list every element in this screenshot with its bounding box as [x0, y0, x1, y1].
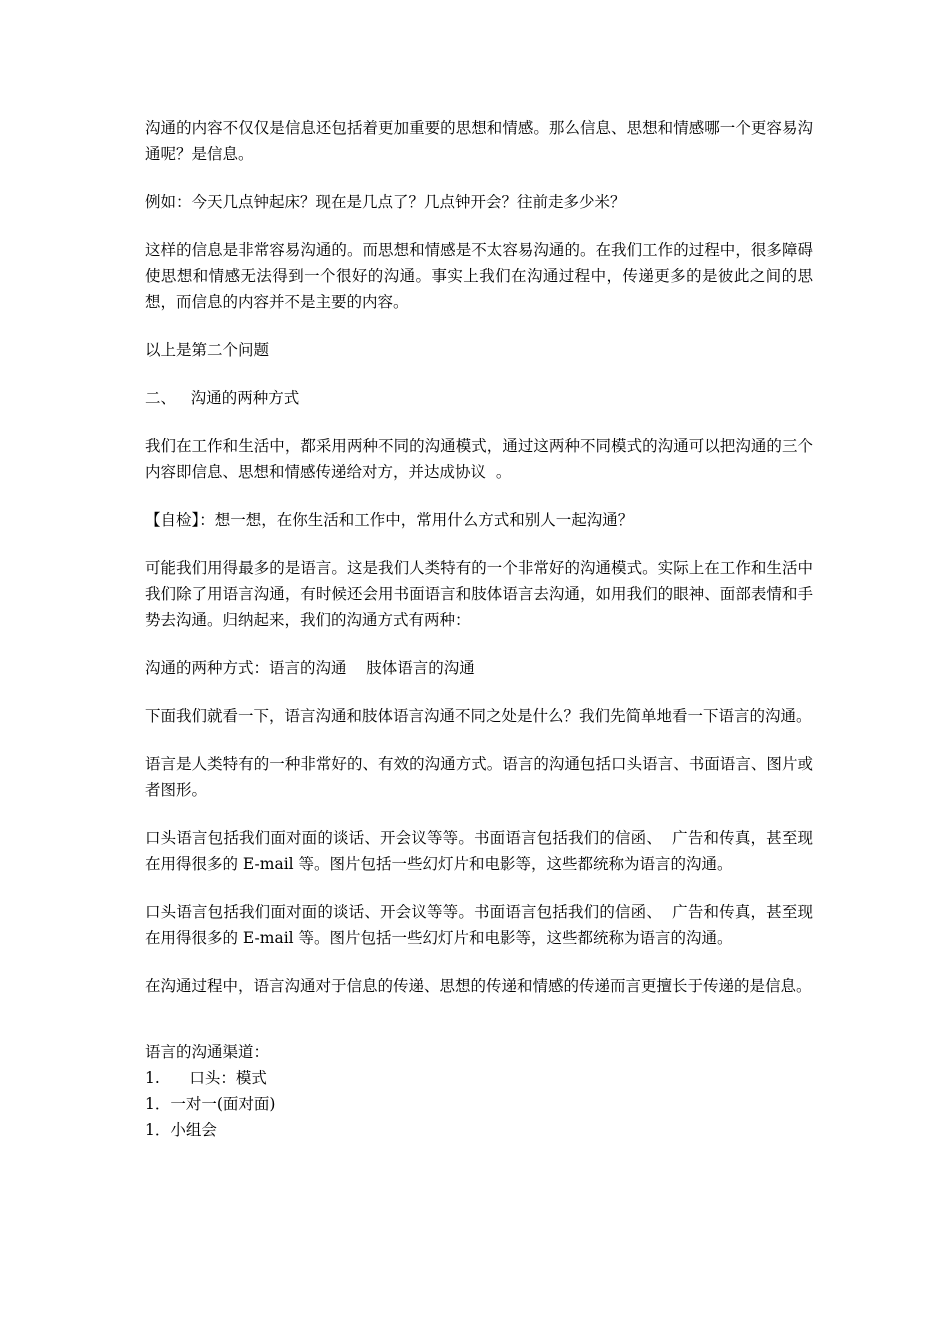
- paragraph-language-most-used: 可能我们用得最多的是语言。这是我们人类特有的一个非常好的沟通模式。实际上在工作和生活中我们除了用语言沟通，有时候还会用书面语言和肢体语言去沟通，如用我们的眼神、面部表情和手势去沟通。归纳起来，我们的沟通方式有两种：: [145, 559, 813, 629]
- paragraph-self-check: 【自检】：想一想，在你生活和工作中，常用什么方式和别人一起沟通？: [145, 511, 634, 529]
- paragraph-content-types: 沟通的内容不仅仅是信息还包括着更加重要的思想和情感。那么信息、思想和情感哪一个更容易沟通呢？是信息。: [145, 119, 813, 163]
- paragraph-two-modes: 我们在工作和生活中，都采用两种不同的沟通模式，通过这两种不同模式的沟通可以把沟通的三个内容即信息、思想和情感传递给对方，并达成协议 。: [145, 437, 813, 481]
- list-item: 1．小组会: [145, 1121, 217, 1139]
- paragraph-oral-written-1: 口头语言包括我们面对面的谈话、开会议等等。书面语言包括我们的信函、 广告和传真，甚至现在用得很多的 E-mail 等。图片包括一些幻灯片和电影等，这些都统称为语言的沟通。: [145, 829, 813, 873]
- paragraph-example: 例如：今天几点钟起床？现在是几点了？几点钟开会？往前走多少米？: [145, 193, 626, 211]
- paragraph-language-strength: 在沟通过程中，语言沟通对于信息的传递、思想的传递和情感的传递而言更擅长于传递的是信息。: [145, 977, 812, 995]
- list-item: 1. 口头：模式: [145, 1069, 267, 1087]
- paragraph-two-methods: 沟通的两种方式：语言的沟通 肢体语言的沟通: [145, 659, 475, 677]
- paragraph-oral-written-2: 口头语言包括我们面对面的谈话、开会议等等。书面语言包括我们的信函、 广告和传真，甚至现在用得很多的 E-mail 等。图片包括一些幻灯片和电影等，这些都统称为语言的沟通。: [145, 903, 813, 947]
- document-page: [145, 115, 813, 1143]
- paragraph-second-question: 以上是第二个问题: [145, 341, 270, 359]
- paragraph-difference: 下面我们就看一下，语言沟通和肢体语言沟通不同之处是什么？我们先简单地看一下语言的沟通。: [145, 707, 812, 725]
- paragraph-info-vs-thought: 这样的信息是非常容易沟通的。而思想和情感是不太容易沟通的。在我们工作的过程中，很多障碍使思想和情感无法得到一个很好的沟通。事实上我们在沟通过程中，传递更多的是彼此之间的思想，而信息的内容并不是主要的内容。: [145, 241, 813, 311]
- paragraph-language-definition: 语言是人类特有的一种非常好的、有效的沟通方式。语言的沟通包括口头语言、书面语言、图片或者图形。: [145, 755, 813, 799]
- section-heading-two-ways: 二、 沟通的两种方式: [145, 389, 300, 407]
- channels-heading: 语言的沟通渠道：: [145, 1043, 270, 1061]
- list-item: 1．一对一(面对面): [145, 1095, 276, 1113]
